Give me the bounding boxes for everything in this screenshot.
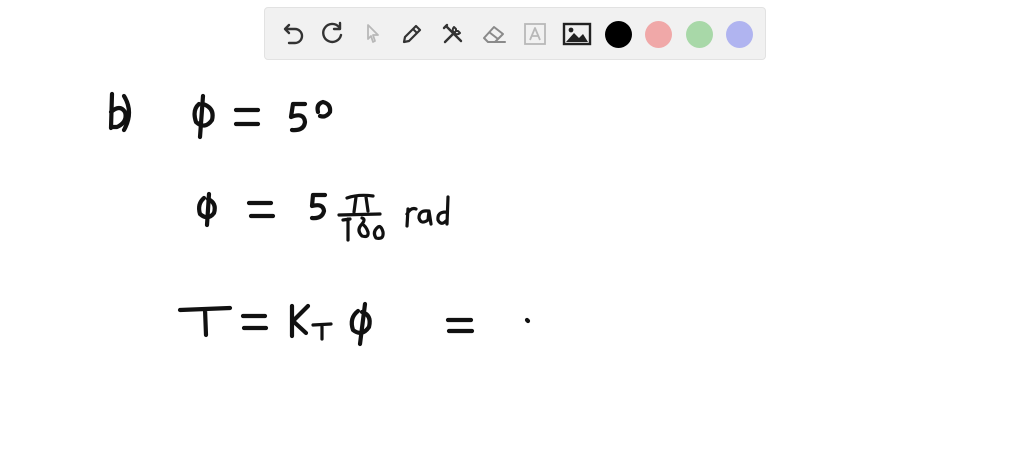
image-tool-button[interactable] [561, 18, 593, 50]
undo-button[interactable] [276, 18, 308, 50]
text-icon [522, 21, 548, 47]
tools-button[interactable] [437, 18, 469, 50]
color-swatch-lavender[interactable] [726, 21, 753, 48]
pen-icon [399, 21, 425, 47]
handwriting-line-1 [111, 94, 330, 137]
color-swatch-black[interactable] [605, 21, 632, 48]
color-swatch-pink[interactable] [645, 21, 672, 48]
redo-icon [318, 20, 346, 48]
image-icon [562, 21, 592, 47]
select-tool-button[interactable] [357, 18, 389, 50]
color-swatch-green[interactable] [686, 21, 713, 48]
tools-icon [440, 21, 466, 47]
redo-button[interactable] [316, 18, 348, 50]
pointer-icon [361, 22, 385, 46]
handwriting-line-3 [180, 304, 528, 344]
eraser-tool-button[interactable] [478, 18, 510, 50]
text-tool-button[interactable] [519, 18, 551, 50]
undo-icon [278, 20, 306, 48]
drawing-toolbar [264, 7, 766, 60]
whiteboard-canvas[interactable] [0, 62, 1024, 470]
handwriting-line-2 [199, 194, 448, 240]
eraser-icon [480, 21, 508, 47]
pen-tool-button[interactable] [396, 18, 428, 50]
